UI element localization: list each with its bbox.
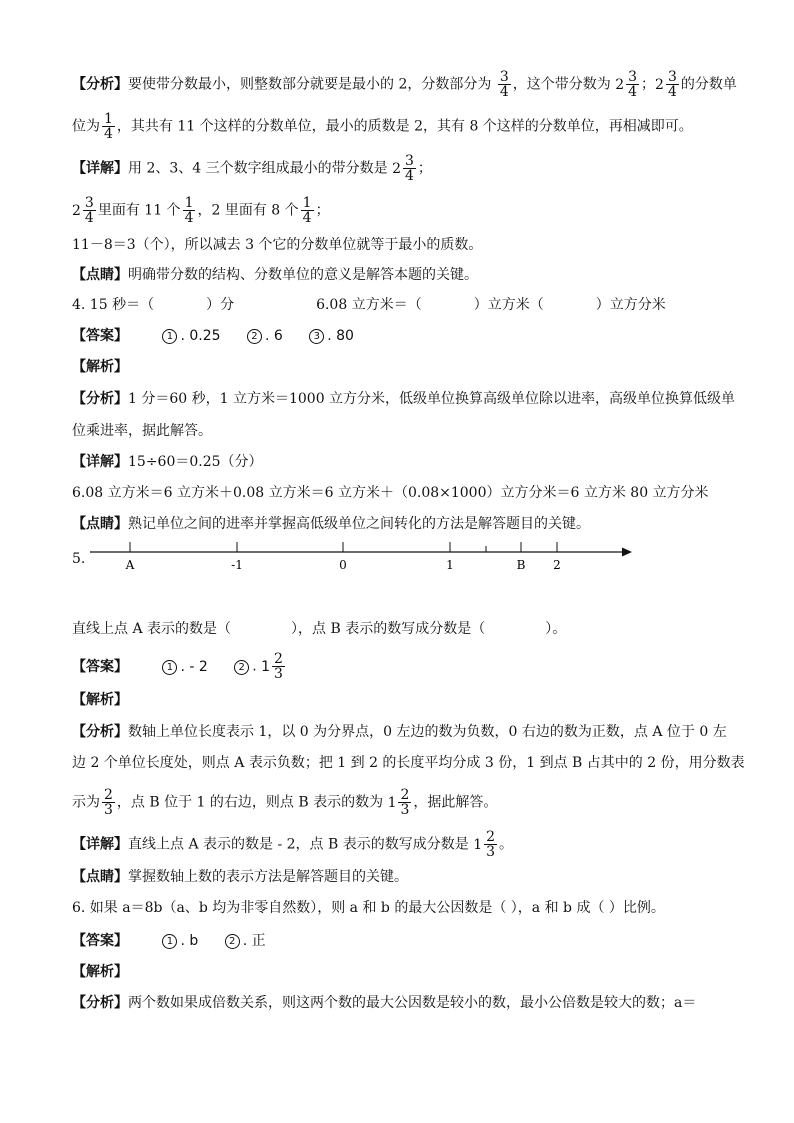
key-point-paragraph: 【点睛】熟记单位之间的进率并掌握高低级单位之间转化的方法是解答题目的关键。 xyxy=(72,516,590,532)
answer-item: 2 . 1 $\frac{2}{3}$ xyxy=(234,652,287,681)
mixed-number: 2 $\frac{3}{4}$ xyxy=(655,69,677,100)
analysis-paragraph-cont: 示为 $\frac{2}{3}$ ，点 B 位于 1 的右边，则点 B 表示的数为 1 $\frac{2}{3}$ ，据此解答。 xyxy=(72,787,498,818)
detail-line: 2 $\frac{3}{4}$ 里面有 11 个 $\frac{1}{4}$ ，2 里面有 8 个 $\frac{1}{4}$ ； xyxy=(72,195,330,226)
analysis-label: 【分析】 xyxy=(72,76,128,93)
question-4: 4. 15 秒＝（ ）分 6.08 立方米＝（ ）立方米（ ）立方分米 xyxy=(72,297,666,313)
analysis-paragraph-cont: 位乘进率，据此解答。 xyxy=(72,423,212,439)
mixed-number: 2 $\frac{3}{4}$ xyxy=(72,195,94,226)
question-6: 6. 如果 a＝8b（a、b 均为非零自然数），则 a 和 b 的最大公因数是（ ），a 和 b 成（ ）比例。 xyxy=(72,900,665,916)
axis-label-0: 0 xyxy=(339,558,347,572)
detail-line: 6.08 立方米＝6 立方米＋0.08 立方米＝6 立方米＋（0.08×1000）立方分米＝6 立方米 80 立方分米 xyxy=(72,485,709,501)
axis-label-a: A xyxy=(125,558,135,572)
answer-row xyxy=(72,325,376,347)
analysis-paragraph-cont: 边 2 个单位长度处，则点 A 表示负数；把 1 到 2 的长度平均分成 3 份，1 到点 B 占其中的 2 份，用分数表 xyxy=(72,755,745,771)
question-5-number: 5. xyxy=(72,551,86,567)
answer-label: 【答案】 xyxy=(72,328,128,344)
detail-line: 11－8＝3（个），所以减去 3 个它的分数单位就等于最小的质数。 xyxy=(72,237,483,253)
question-5-text: 直线上点 A 表示的数是（ ），点 B 表示的数写成分数是（ ）。 xyxy=(72,621,567,637)
detail-paragraph: 【详解】直线上点 A 表示的数是 - 2，点 B 表示的数写成分数是 1 $\frac{2}{3}$ 。 xyxy=(72,829,514,860)
answer-item: 3 . 80 xyxy=(309,325,354,347)
analysis-paragraph: 【分析】两个数如果成倍数关系，则这两个数的最大公因数是较小的数，最小公倍数是较大的数；a＝ xyxy=(72,995,697,1011)
answer-label: 【答案】 xyxy=(72,658,128,675)
fraction: $\frac{1}{4}$ xyxy=(302,195,312,226)
analysis-paragraph-cont: 位为 $\frac{1}{4}$ ，其共有 11 个这样的分数单位，最小的质数是 2，其有 8 个这样的分数单位，再相减即可。 xyxy=(72,111,693,142)
axis-label-b: B xyxy=(516,558,526,572)
mixed-number: 2 $\frac{3}{4}$ xyxy=(392,153,414,184)
detail-paragraph: 【详解】用 2、3、4 三个数字组成最小的带分数是 2 $\frac{3}{4}$ ； xyxy=(72,153,432,184)
arrow-head-icon xyxy=(622,548,632,557)
detail-label: 【详解】 xyxy=(72,160,128,177)
key-point-paragraph: 【点睛】明确带分数的结构、分数单位的意义是解答本题的关键。 xyxy=(72,267,478,283)
detail-paragraph: 【详解】15÷60＝0.25（分） xyxy=(72,454,263,470)
answer-item: 2 . 6 xyxy=(247,325,283,347)
fraction: $\frac{1}{4}$ xyxy=(184,195,194,226)
number-line-figure xyxy=(0,538,794,578)
analysis-heading: 【解析】 xyxy=(72,359,128,375)
key-point-label: 【点睛】 xyxy=(72,267,128,283)
axis-label-1: 1 xyxy=(446,558,454,572)
answer-row xyxy=(72,652,309,681)
answer-label: 【答案】 xyxy=(72,933,128,949)
analysis-paragraph: 【分析】数轴上单位长度表示 1，以 0 为分界点，0 左边的数为负数，0 右边的数为正数，点 A 位于 0 左 xyxy=(72,724,727,740)
analysis-heading: 【解析】 xyxy=(72,692,128,708)
answer-item: 2 . 正 xyxy=(225,930,266,952)
answer-item: 1 . - 2 xyxy=(162,656,207,678)
axis-label-neg1: -1 xyxy=(231,558,243,572)
analysis-paragraph: 【分析】1 分＝60 秒，1 立方米＝1000 立方分米，低级单位换算高级单位除以进率，高级单位换算低级单 xyxy=(72,391,736,407)
key-point-paragraph: 【点睛】掌握数轴上数的表示方法是解答题目的关键。 xyxy=(72,869,408,885)
axis-label-2: 2 xyxy=(553,558,561,572)
fraction: $\frac{3}{4}$ xyxy=(499,69,509,100)
fraction: $\frac{1}{4}$ xyxy=(104,111,113,142)
answer-item: 1 . b xyxy=(162,930,198,952)
analysis-heading: 【解析】 xyxy=(72,964,128,980)
mixed-number: 2 $\frac{3}{4}$ xyxy=(615,69,638,100)
answer-item: 1 . 0.25 xyxy=(162,325,220,347)
answer-row xyxy=(72,930,288,952)
analysis-paragraph: 【分析】要使带分数最小，则整数部分就要是最小的 2，分数部分为 $\frac{3}{4}$ ，这个带分数为 2 $\frac{3}{4}$ ； 2 $\frac{3}{4}$ 的分数单 xyxy=(72,69,737,100)
